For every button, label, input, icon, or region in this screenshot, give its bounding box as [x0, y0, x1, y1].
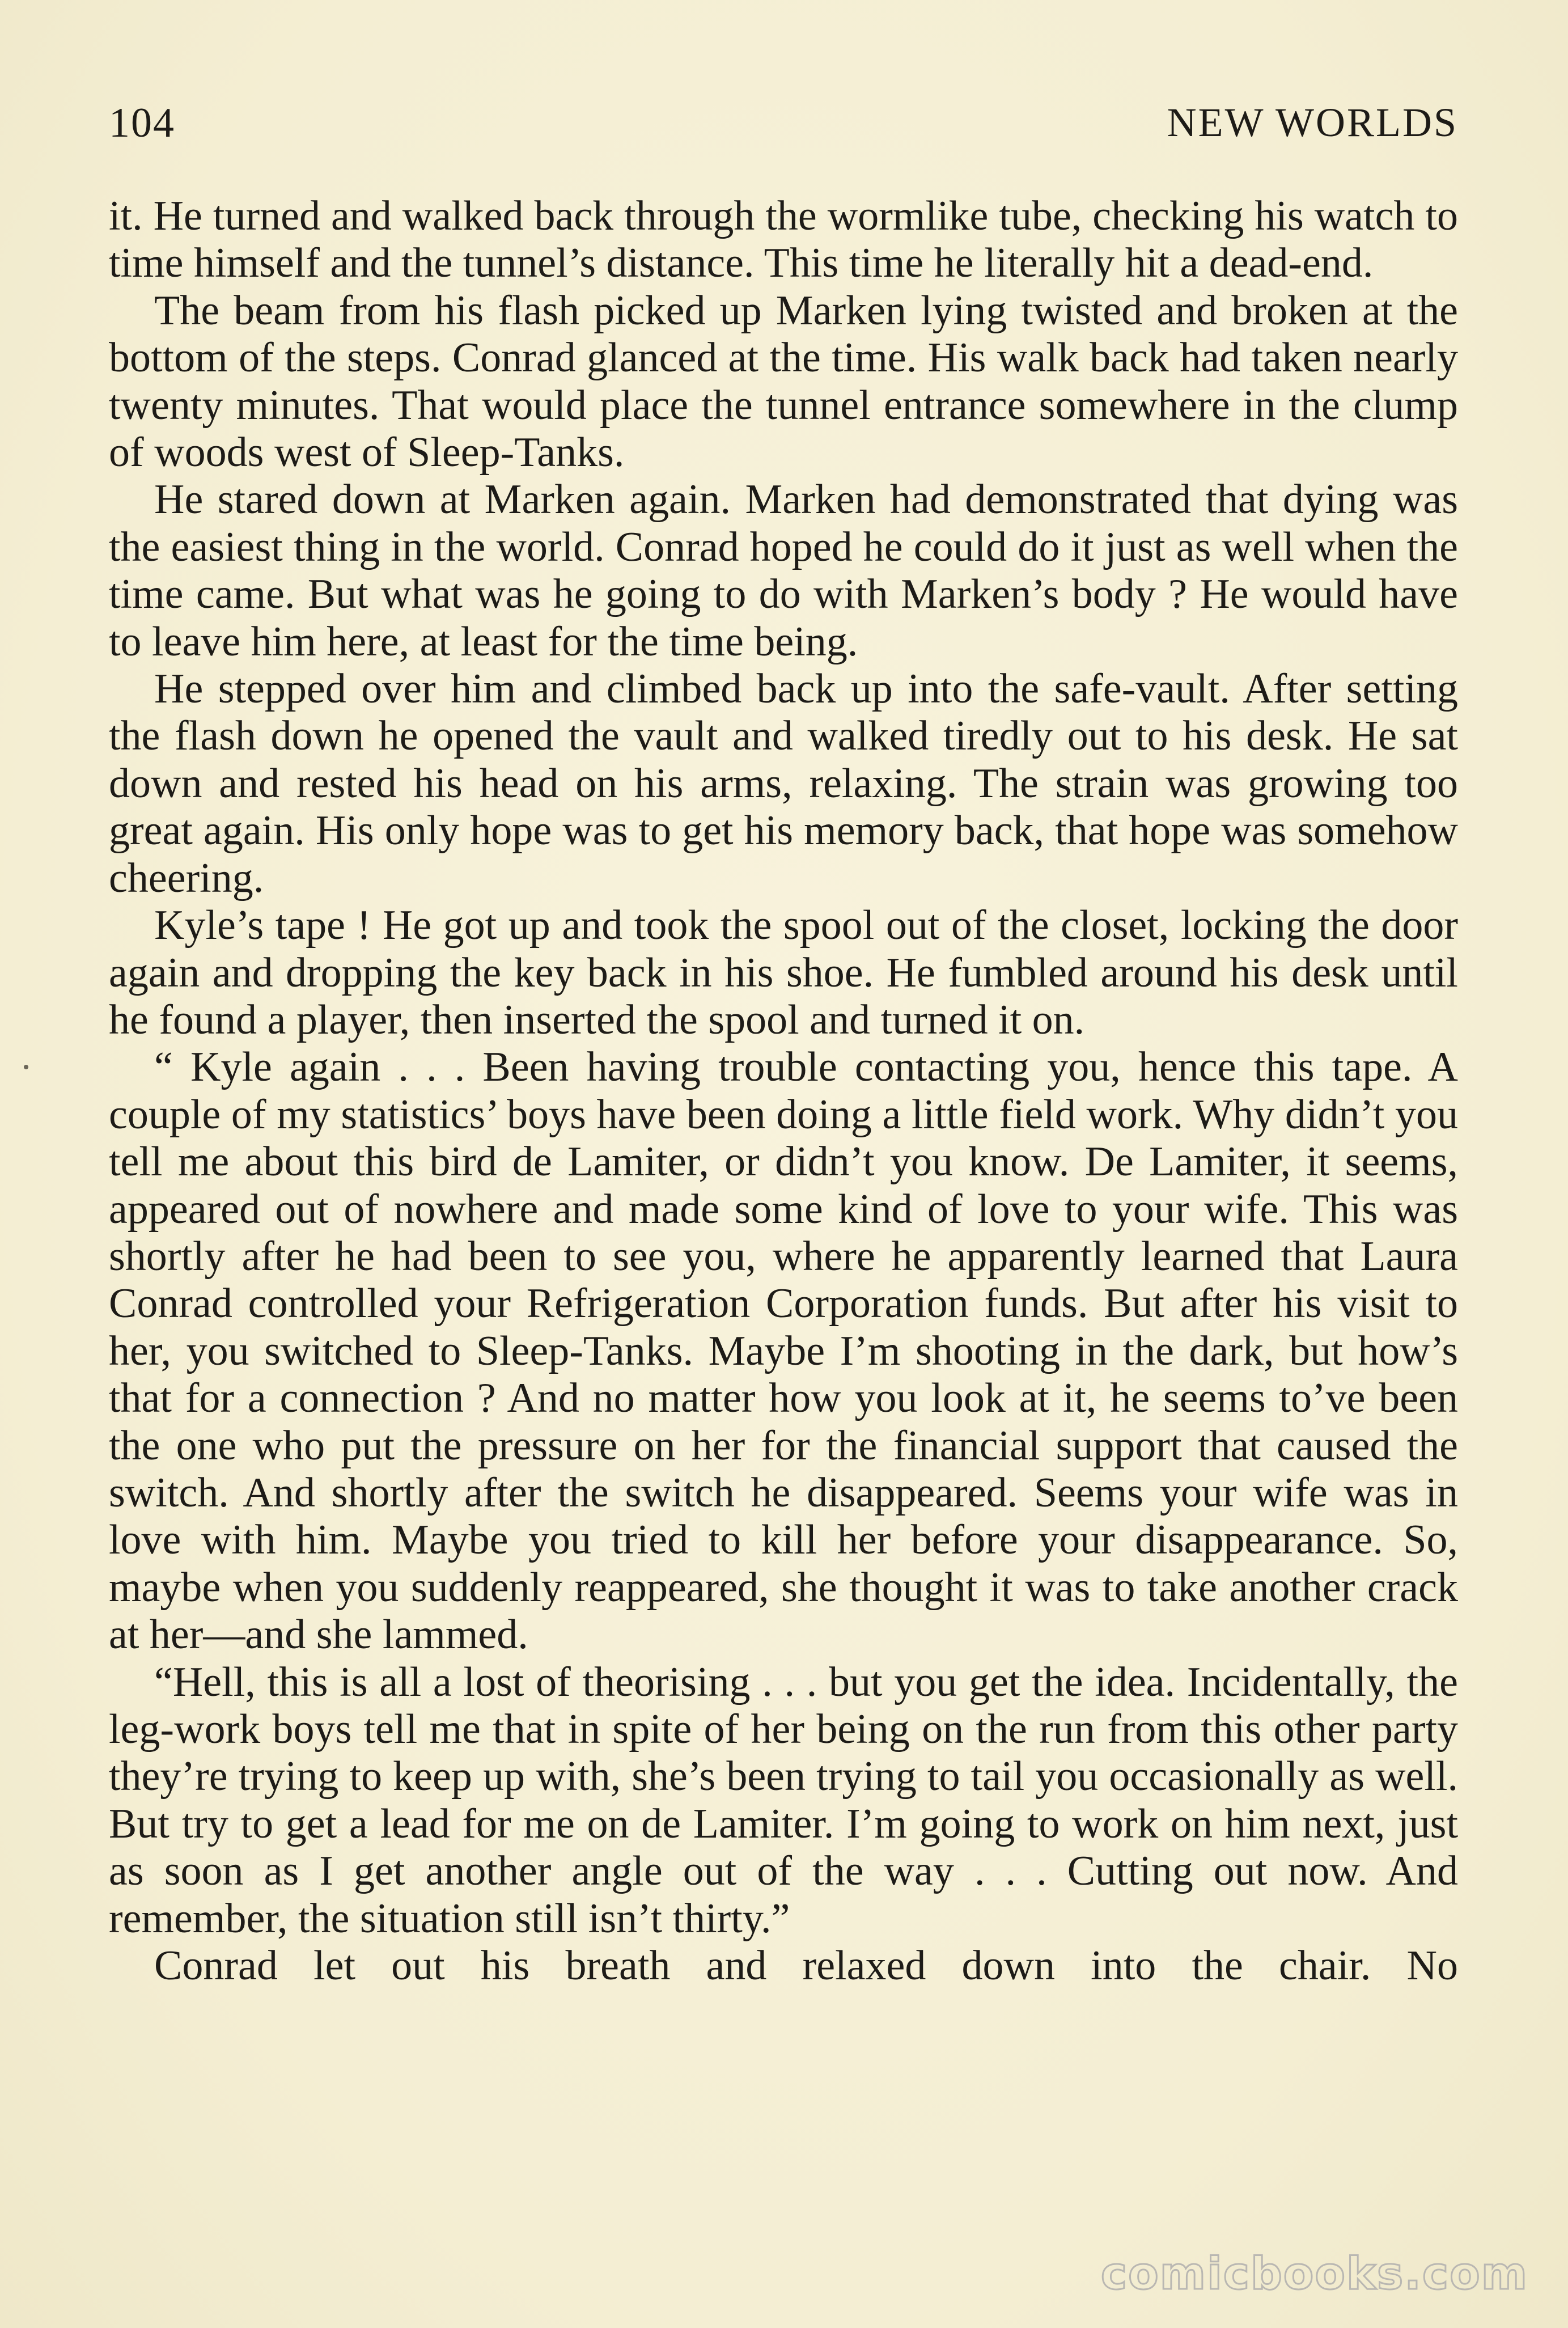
watermark-logo: comicbooks.com [1100, 2249, 1528, 2300]
body-text [109, 193, 1458, 1990]
paragraph-2: The beam from his flash picked up Marken lying twisted and broken at the bottom of the steps. Conrad glanced at the time. His walk back had taken nearly twenty minutes. That would place the tunnel entrance somewhere in the clump of woods west of Sleep-Tanks. [109, 287, 1458, 476]
paragraph-4: He stepped over him and climbed back up into the safe-vault. After setting the flash down he opened the vault and walked tiredly out to his desk. He sat down and rested his head on his arms, relaxing. The strain was growing too great again. His only hope was to get his memory back, that hope was somehow cheering. [109, 666, 1458, 901]
running-title: NEW WORLDS [1167, 100, 1458, 145]
paragraph-6: “ Kyle again . . . Been having trouble contacting you, hence this tape. A couple of my statistics’ boys have been doing a little field work. Why didn’t you tell me about this bird de Lamiter, or didn’t you know. De Lamiter, it seems, appeared out of nowhere and made some kind of love to your wife. This was shortly after he had been to see you, where he apparently learned that Laura Conrad controlled your Refrigeration Corporation funds. But after his visit to her, you switched to Sleep-Tanks. Maybe I’m shooting in the dark, but how’s that for a connection ? And no matter how you look at it, he seems to’ve been the one who put the pressure on her for the financial support that caused the switch. And shortly after the switch he disappeared. Seems your wife was in love with him. Maybe you tried to kill her before your disappearance. So, maybe when you suddenly reappeared, she thought it was to take another crack at her—and she lammed. [109, 1044, 1458, 1658]
paragraph-3: He stared down at Marken again. Marken had demonstrated that dying was the easiest thing in the world. Conrad hoped he could do it just as well when the time came. But what was he going to do with Marken’s body ? He would have to leave him here, at least for the time being. [109, 476, 1458, 665]
paragraph-5: Kyle’s tape ! He got up and took the spool out of the closet, locking the door again and dropping the key back in his shoe. He fumbled around his desk until he found a player, then inserted the spool and turned it on. [109, 902, 1458, 1043]
paragraph-7: “Hell, this is all a lost of theorising . . . but you get the idea. Incidentally, the leg-work boys tell me that in spite of her being on the run from this other party they’re trying to keep up with, she’s been trying to tail you occasionally as well. But try to get a lead for me on de Lamiter. I’m going to work on him next, just as soon as I get another angle out of the way . . . Cutting out now. And remember, the situation still isn’t thirty.” [109, 1658, 1458, 1942]
page-number: 104 [109, 100, 175, 146]
page-header [109, 99, 1458, 150]
paragraph-8: Conrad let out his breath and relaxed down into the chair. No [154, 1942, 1458, 1990]
margin-speck [24, 1065, 28, 1069]
paragraph-1: it. He turned and walked back through the wormlike tube, checking his watch to time himself and the tunnel’s distance. This time he literally hit a dead-end. [109, 193, 1458, 287]
